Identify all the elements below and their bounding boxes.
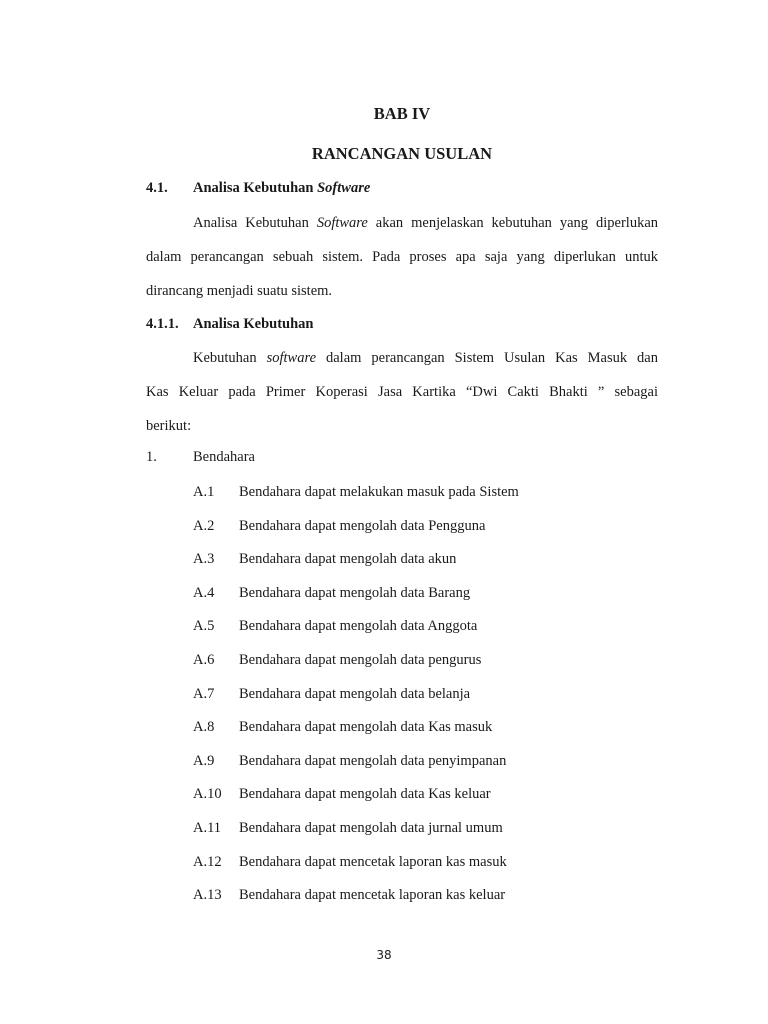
item-code: A.6: [193, 651, 215, 668]
paragraph-4-1: [146, 206, 658, 308]
requirements-list: [193, 483, 519, 920]
list-item: [193, 550, 519, 584]
chapter-number: BAB IV: [373, 104, 431, 123]
list-number: 1.: [146, 449, 157, 465]
item-text: Bendahara dapat mencetak laporan kas keluar: [239, 887, 506, 904]
section-number: 4.1.: [146, 180, 168, 196]
item-code: A.1: [193, 484, 215, 500]
text-run: Kebutuhan: [193, 350, 267, 366]
item-text: Bendahara dapat mengolah data Kas masuk: [239, 719, 493, 736]
paragraph-line: [146, 206, 658, 240]
list-item: [193, 685, 519, 719]
list-item: [193, 886, 519, 920]
list-item-bendahara: [146, 449, 255, 466]
paragraph-line: [146, 341, 658, 375]
item-text: Bendahara dapat mengolah data akun: [239, 551, 457, 568]
item-text: Bendahara dapat mengolah data Kas keluar: [239, 786, 491, 803]
section-title-italic: Software: [317, 180, 371, 196]
section-number: 4.1.1.: [146, 316, 179, 332]
item-text: Bendahara dapat melakukan masuk pada Sistem: [239, 484, 519, 500]
item-code: A.12: [193, 853, 222, 870]
list-item: [193, 819, 519, 853]
page-number: 38: [376, 948, 392, 962]
list-item: [193, 517, 519, 551]
item-text: Bendahara dapat mengolah data penyimpanan: [239, 752, 507, 769]
list-item: [193, 718, 519, 752]
list-label: Bendahara: [193, 449, 255, 465]
text-run: akan menjelaskan kebutuhan yang diperlukan: [367, 215, 658, 231]
item-code: A.10: [193, 786, 222, 803]
paragraph-line: dirancang menjadi suatu sistem.: [146, 283, 333, 299]
item-code: A.2: [193, 517, 215, 534]
paragraph-4-1-1: [146, 341, 658, 443]
item-code: A.11: [193, 819, 222, 836]
paragraph-line: dalam perancangan sebuah sistem. Pada proses apa saja yang diperlukan untuk: [146, 249, 658, 265]
item-text: Bendahara dapat mengolah data jurnal umum: [239, 819, 503, 836]
item-code: A.4: [193, 584, 215, 601]
list-item: [193, 853, 519, 887]
item-text: Bendahara dapat mengolah data pengurus: [239, 651, 482, 668]
text-run: Analisa Kebutuhan: [193, 215, 317, 231]
item-code: A.3: [193, 551, 215, 568]
text-run: dalam perancangan Sistem Usulan Kas Masuk dan: [316, 350, 658, 366]
list-item: [193, 752, 519, 786]
section-heading-4-1-1: [146, 316, 313, 333]
list-item: [193, 584, 519, 618]
text-run-italic: software: [266, 350, 317, 366]
paragraph-line: berikut:: [146, 418, 192, 434]
item-code: A.8: [193, 719, 215, 736]
item-code: A.5: [193, 618, 215, 635]
item-code: A.9: [193, 752, 215, 769]
item-text: Bendahara dapat mengolah data Anggota: [239, 618, 478, 635]
item-code: A.7: [193, 685, 215, 702]
item-text: Bendahara dapat mengolah data belanja: [239, 685, 471, 702]
section-title: Analisa Kebutuhan: [193, 316, 314, 332]
section-heading-4-1: [146, 180, 370, 197]
item-text: Bendahara dapat mencetak laporan kas masuk: [239, 853, 507, 870]
text-run-italic: Software: [316, 215, 368, 231]
section-title: Analisa Kebutuhan: [193, 180, 318, 196]
item-text: Bendahara dapat mengolah data Barang: [239, 584, 471, 601]
item-code: A.13: [193, 887, 222, 904]
list-item: [193, 617, 519, 651]
paragraph-line: Kas Keluar pada Primer Koperasi Jasa Kartika “Dwi Cakti Bhakti ” sebagai: [146, 384, 658, 400]
list-item: [193, 483, 519, 517]
list-item: [193, 651, 519, 685]
chapter-title: RANCANGAN USULAN: [311, 144, 493, 163]
item-text: Bendahara dapat mengolah data Pengguna: [239, 517, 486, 534]
list-item: [193, 785, 519, 819]
